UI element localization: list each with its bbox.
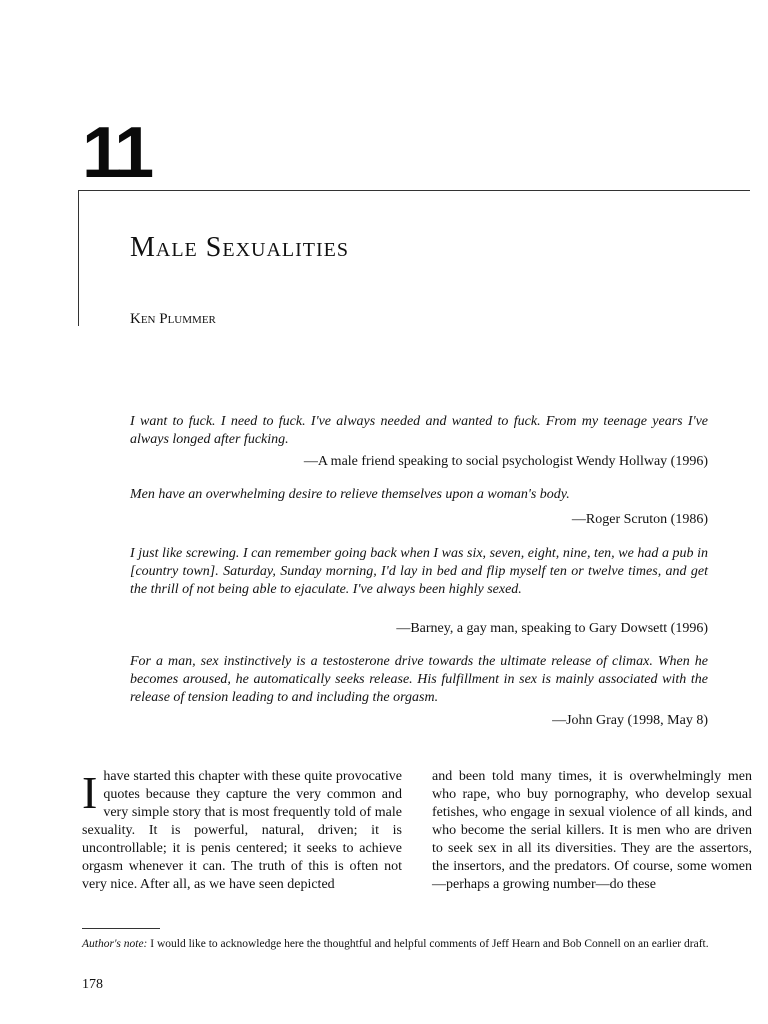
epigraph-quote-1: I want to fuck. I need to fuck. I've always needed and wanted to fuck. From my teenage years I've always longed after fucking. — [130, 414, 708, 447]
chapter-header-rule — [78, 190, 750, 191]
epigraph-attribution-1: —A male friend speaking to social psychologist Wendy Hollway (1996) — [303, 454, 708, 469]
chapter-number: 11 — [82, 113, 151, 193]
body-column-right — [432, 768, 752, 894]
epigraph-quote-3: I just like screwing. I can remember going back when I was six, seven, eight, nine, ten, we had a pub in [country town]. Saturday, Sunday morning, I'd lay in bed and flip myself ten or twelve times, and get the thrill of not being able to ejaculate. I've always been highly sexed. — [130, 546, 708, 597]
chapter-side-rule — [78, 190, 79, 326]
body-text-right: and been told many times, it is overwhelmingly men who rape, who buy pornography, who develop sexual fetishes, who engage in sexual violence of all kinds, and who become the serial killers. It is men who are driven to seek sex in all its diversities. They are the assertors, the insertors, and the predators. Of course, some women—perhaps a growing number—do these — [432, 769, 752, 892]
footnote-rule — [82, 928, 160, 929]
footnote-label: Author's note: — [82, 938, 148, 950]
epigraph-quote-2: Men have an overwhelming desire to relieve themselves upon a woman's body. — [130, 487, 570, 502]
epigraph-quote-4: For a man, sex instinctively is a testosterone drive towards the ultimate release of climax. When he becomes aroused, he automatically seeks release. His fulfillment in sex is mainly associated with the release of tension leading to and including the orgasm. — [130, 654, 708, 705]
epigraph-attribution-2: —Roger Scruton (1986) — [571, 512, 708, 527]
epigraph-attribution-4: —John Gray (1998, May 8) — [552, 713, 708, 728]
chapter-title: Male Sexualities — [130, 232, 349, 263]
footnote — [82, 936, 750, 953]
drop-cap: I — [82, 767, 98, 818]
body-column-left — [82, 768, 402, 894]
epigraph-attribution-3: —Barney, a gay man, speaking to Gary Dowsett (1996) — [396, 621, 708, 636]
body-text-left: have started this chapter with these quite provocative quotes because they capture the very common and very simple story that is most frequently told of male sexuality. It is powerful, natural, driven; it is uncontrollable; it is penis centered; it seeks to achieve orgasm whenever it can. The truth of this is often not very nice. After all, as we have seen depicted — [82, 769, 402, 892]
footnote-text: I would like to acknowledge here the thoughtful and helpful comments of Jeff Hearn and Bob Connell on an earlier draft. — [147, 938, 709, 950]
chapter-author: Ken Plummer — [130, 311, 216, 327]
page-number: 178 — [82, 977, 103, 992]
